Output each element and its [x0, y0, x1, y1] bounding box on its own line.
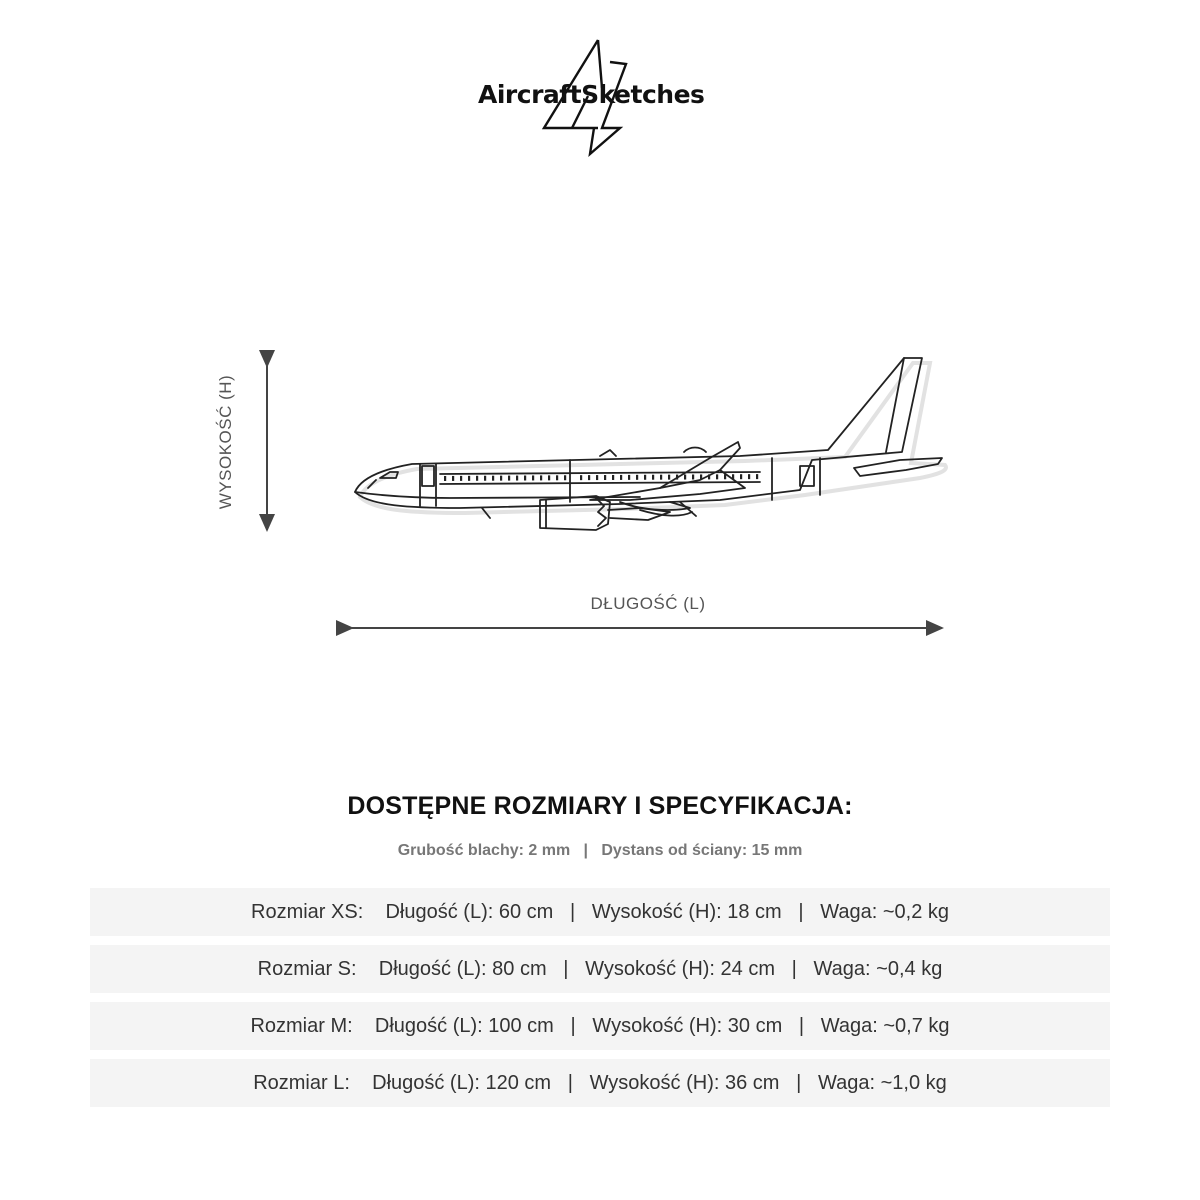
- aircraft-dimension-figure: [200, 340, 960, 640]
- size-row-m: Rozmiar M: Długość (L): 100 cm | Wysokość (H): 30 cm | Waga: ~0,7 kg: [90, 1002, 1110, 1050]
- spec-title: DOSTĘPNE ROZMIARY I SPECYFIKACJA:: [347, 792, 853, 820]
- length-dimension-label: DŁUGOŚĆ (L): [590, 594, 706, 613]
- brand-logo: [460, 36, 740, 160]
- size-row-l: Rozmiar L: Długość (L): 120 cm | Wysokość (H): 36 cm | Waga: ~1,0 kg: [90, 1059, 1110, 1107]
- height-dimension-label: WYSOKOŚĆ (H): [216, 374, 235, 510]
- aircraft-silhouette: [200, 340, 960, 640]
- size-table: [90, 888, 1110, 1116]
- spec-subtitle: Grubość blachy: 2 mm | Dystans od ściany: 15 mm: [397, 842, 803, 859]
- size-row-s: Rozmiar S: Długość (L): 80 cm | Wysokość (H): 24 cm | Waga: ~0,4 kg: [90, 945, 1110, 993]
- brand-logo-text: AircraftSketches: [478, 80, 705, 109]
- size-row-xs: Rozmiar XS: Długość (L): 60 cm | Wysokość (H): 18 cm | Waga: ~0,2 kg: [90, 888, 1110, 936]
